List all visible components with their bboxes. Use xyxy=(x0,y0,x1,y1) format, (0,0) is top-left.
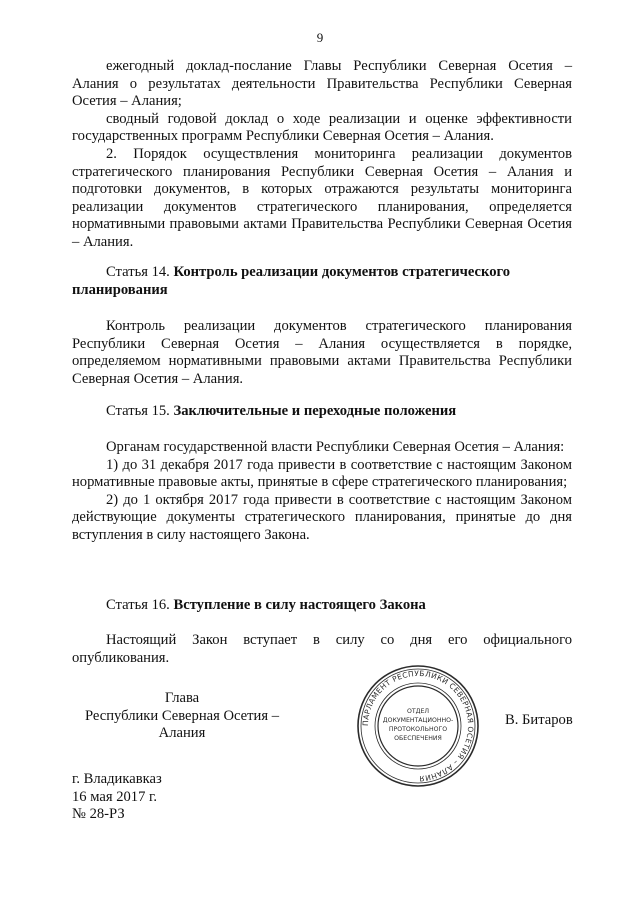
article-title: Заключительные и переходные положения xyxy=(173,403,457,419)
place: г. Владикавказ xyxy=(72,771,162,787)
list-item: 2) до 1 октября 2017 года привести в соответствие с настоящим Законом действующие документы стратегического планирования, принятые до дня вступления в силу настоящего Закона. xyxy=(72,491,572,543)
paragraph: Контроль реализации документов стратегического планирования Республики Северная Осетия – Алания осуществляется в порядке, определяемом нормативными правовыми актами Правительства Республики Северная Осетия – Алания. xyxy=(72,318,572,387)
stamp-ring-text: ПАРЛАМЕНТ РЕСПУБЛИКИ СЕВЕРНАЯ ОСЕТИЯ – АЛАНИЯ xyxy=(360,668,476,784)
paragraph: Настоящий Закон вступает в силу со дня его официального опубликования. xyxy=(72,632,572,666)
stamp-center-line: ДОКУМЕНТАЦИОННО- xyxy=(382,717,454,724)
article-16-heading xyxy=(72,597,572,615)
stamp-center-line: ОТДЕЛ xyxy=(406,708,430,715)
page-number: 9 xyxy=(316,30,324,45)
law-number: № 28-РЗ xyxy=(72,806,125,823)
article-15-heading xyxy=(72,403,572,421)
official-stamp xyxy=(355,663,481,789)
paragraph: сводный годовой доклад о ходе реализации и оценке эффективности государственных программ Республики Северная Осетия – Алания. xyxy=(72,110,572,145)
place-date-block xyxy=(72,771,162,824)
stamp-center-line: ПРОТОКОЛЬНОГО xyxy=(388,726,448,733)
list-item: 1) до 31 декабря 2017 года привести в соответствие с настоящим Законом нормативные правовые акты, принятые в сфере стратегического планирования; xyxy=(72,456,572,491)
article-16-body xyxy=(72,632,572,667)
article-15-body xyxy=(72,439,572,545)
signatory-title-line: Глава xyxy=(164,690,200,706)
paragraph: Органам государственной власти Республики Северная Осетия – Алания: xyxy=(106,439,565,455)
article-14-body xyxy=(72,318,572,388)
signatory-title-line: Республики Северная Осетия – Алания xyxy=(85,707,279,742)
article-title: Вступление в силу настоящего Закона xyxy=(173,597,426,613)
article-number: Статья 16. xyxy=(106,597,170,613)
signatory-title xyxy=(72,690,292,743)
intro-block xyxy=(72,58,572,252)
paragraph: 2. Порядок осуществления мониторинга реализации документов стратегического планирования Республики Северная Осетия – Алания и подготовки документов, в которых отражаются результаты мониторинга реализации документов стратегического планирования, определяется нормативными правовыми актами Правительства Республики Северная Осетия – Алания. xyxy=(72,145,572,250)
article-14-heading xyxy=(72,264,572,299)
article-title: Контроль реализации документов стратегического планирования xyxy=(72,264,511,298)
signatory-name: В. Битаров xyxy=(505,712,573,728)
article-number: Статья 15. xyxy=(106,403,170,419)
stamp-center-line: ОБЕСПЕЧЕНИЯ xyxy=(394,735,442,742)
date: 16 мая 2017 г. xyxy=(72,788,158,805)
article-number: Статья 14. xyxy=(106,264,170,280)
paragraph: ежегодный доклад-послание Главы Республики Северная Осетия – Алания о результатах деятельности Правительства Республики Северная Осетия – Алания; xyxy=(72,58,572,110)
